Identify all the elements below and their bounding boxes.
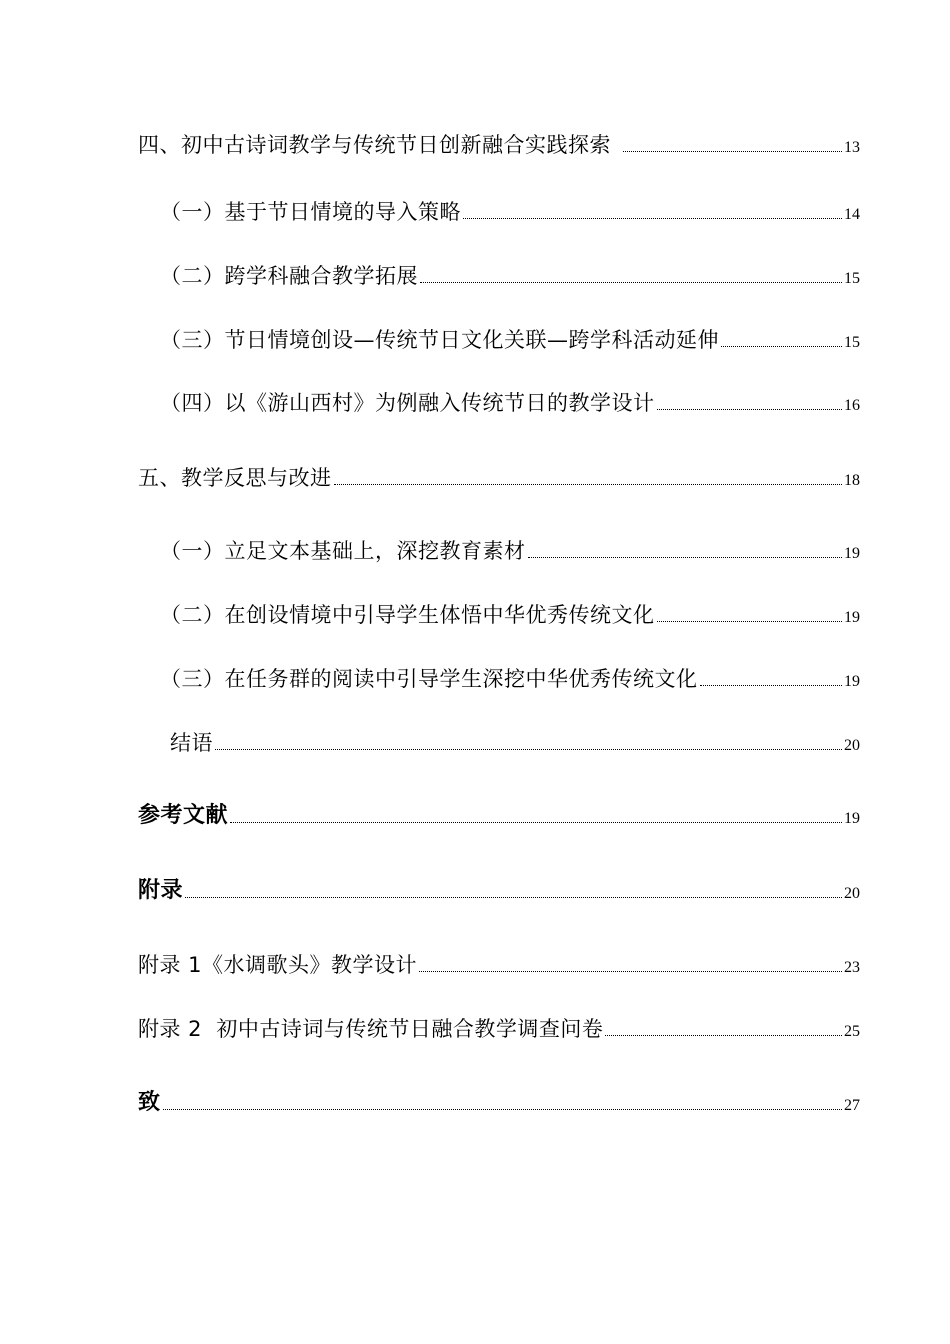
dot-leader (420, 281, 842, 283)
toc-entry-section-5[interactable] (138, 465, 860, 491)
dot-leader (657, 408, 843, 410)
toc-entry-title: （二）跨学科融合教学拓展 (160, 264, 418, 288)
toc-entry-title: （一）立足文本基础上，深挖教育素材 (160, 539, 526, 563)
toc-page-number: 27 (844, 1097, 860, 1114)
toc-entry-section-5-2[interactable] (160, 602, 860, 628)
toc-entry-references[interactable] (138, 803, 860, 829)
toc-entry-conclusion[interactable] (170, 730, 860, 756)
toc-page-number: 19 (844, 609, 860, 626)
toc-page-number: 15 (844, 270, 860, 287)
toc-entry-title: 附录 2 初中古诗词与传统节日融合教学调查问卷 (138, 1017, 604, 1041)
toc-entry-title: 结语 (170, 731, 213, 755)
toc-entry-title: （三）节日情境创设—传统节日文化关联—跨学科活动延伸 (160, 328, 719, 352)
toc-page-number: 20 (844, 885, 860, 902)
toc-page-number: 16 (844, 397, 860, 414)
toc-entry-title: 附录 (138, 878, 184, 903)
toc-entry-title: 附录 1《水调歌头》教学设计 (138, 953, 418, 977)
dot-leader (721, 345, 842, 347)
dot-leader (185, 896, 842, 898)
toc-entry-section-4[interactable] (138, 132, 860, 158)
toc-entry-title: （三）在任务群的阅读中引导学生深挖中华优秀传统文化 (160, 667, 698, 691)
dot-leader (657, 620, 843, 622)
toc-page-number: 19 (844, 673, 860, 690)
toc-entry-section-5-3[interactable] (160, 666, 860, 692)
dot-leader (163, 1108, 842, 1110)
toc-entry-title: 四、初中古诗词教学与传统节日创新融合实践探索 (138, 133, 611, 157)
toc-page-number: 13 (844, 139, 860, 156)
toc-entry-appendix-2[interactable] (138, 1016, 860, 1042)
toc-page-number: 18 (844, 472, 860, 489)
toc-entry-title: （一）基于节日情境的导入策略 (160, 200, 461, 224)
toc-entry-title: 参考文献 (138, 803, 229, 828)
dot-leader (419, 970, 842, 972)
dot-leader (528, 556, 843, 558)
toc-page-number: 23 (844, 959, 860, 976)
toc-page-number: 19 (844, 810, 860, 827)
dot-leader (334, 483, 843, 485)
toc-entry-appendix[interactable] (138, 878, 860, 904)
toc-page-number: 20 (844, 737, 860, 754)
toc-entry-appendix-1[interactable] (138, 952, 860, 978)
dot-leader (700, 684, 843, 686)
toc-entry-title: 五、教学反思与改进 (138, 466, 332, 490)
dot-leader (463, 217, 842, 219)
dot-leader (605, 1034, 842, 1036)
toc-page-number: 25 (844, 1023, 860, 1040)
toc-entry-title: （四）以《游山西村》为例融入传统节日的教学设计 (160, 391, 655, 415)
dot-leader (230, 821, 842, 823)
toc-entry-section-4-1[interactable] (160, 199, 860, 225)
toc-entry-section-4-2[interactable] (160, 263, 860, 289)
toc-entry-section-4-4[interactable] (160, 390, 860, 416)
toc-entry-section-4-3[interactable] (160, 327, 860, 353)
toc-entry-title: （二）在创设情境中引导学生体悟中华优秀传统文化 (160, 603, 655, 627)
dot-leader (623, 150, 842, 152)
toc-entry-section-5-1[interactable] (160, 538, 860, 564)
toc-page-number: 14 (844, 206, 860, 223)
toc-page-number: 15 (844, 334, 860, 351)
toc-entry-acknowledgement[interactable] (138, 1090, 860, 1116)
dot-leader (215, 748, 842, 750)
toc-entry-title: 致 (138, 1090, 161, 1115)
toc-page-number: 19 (844, 545, 860, 562)
